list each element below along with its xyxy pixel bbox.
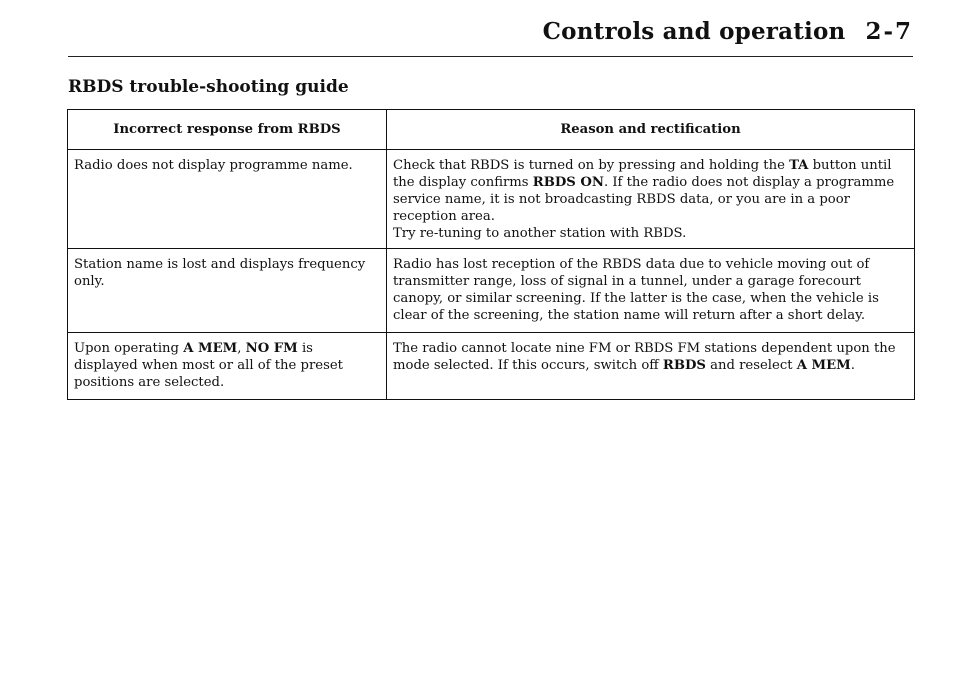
table-row: [68, 333, 915, 400]
problem-text: Station name is lost and displays frequency only.: [74, 257, 366, 289]
rbds-troubleshooting-table: [67, 109, 915, 400]
reason-cell: [387, 150, 915, 249]
reason-cell: [387, 249, 915, 333]
ta-button-label: TA: [789, 158, 809, 173]
table-row: [68, 150, 915, 249]
problem-text: ,: [237, 341, 246, 356]
problem-text: Radio does not display programme name.: [74, 158, 353, 173]
page-header: [68, 18, 913, 57]
table-row: [68, 249, 915, 333]
a-mem-label: A MEM: [183, 341, 238, 356]
a-mem-label: A MEM: [796, 358, 851, 373]
reason-text: .: [850, 358, 855, 373]
problem-cell: [68, 150, 387, 249]
reason-text: Try re-tuning to another station with RBDS.: [393, 226, 687, 241]
column-header-reason: Reason and rectification: [387, 110, 915, 150]
table-header-row: [68, 110, 915, 150]
page-number: 2-7: [865, 18, 913, 45]
reason-text: The radio cannot locate nine FM or RBDS FM stations dependent upon the mode selected. If this occurs, switch off: [393, 341, 896, 373]
reason-text: . If the radio does not display a programme service name, it is not broadcasting RBDS data, or you are in a poor reception area.: [393, 175, 895, 224]
problem-text: is displayed when most or all of the preset positions are selected.: [74, 341, 343, 390]
reason-text: Check that RBDS is turned on by pressing and holding the: [393, 158, 790, 173]
chapter-title: Controls and operation: [542, 18, 846, 45]
section-title: RBDS trouble-shooting guide: [68, 77, 349, 97]
problem-text: Upon operating: [74, 341, 184, 356]
no-fm-label: NO FM: [245, 341, 298, 356]
reason-text: button until the display confirms: [393, 158, 892, 190]
rbds-label: RBDS: [662, 358, 706, 373]
reason-cell: [387, 333, 915, 400]
rbds-on-label: RBDS ON: [532, 175, 604, 190]
reason-text: and reselect: [705, 358, 797, 373]
column-header-incorrect-response: Incorrect response from RBDS: [68, 110, 387, 150]
reason-text: Radio has lost reception of the RBDS data due to vehicle moving out of transmitter range, loss of signal in a tunnel, under a garage forecourt canopy, or similar screening. If the latter is the case, when the vehicle is clear of the screening, the station name will return after a short delay.: [393, 257, 879, 323]
problem-cell: [68, 249, 387, 333]
problem-cell: [68, 333, 387, 400]
